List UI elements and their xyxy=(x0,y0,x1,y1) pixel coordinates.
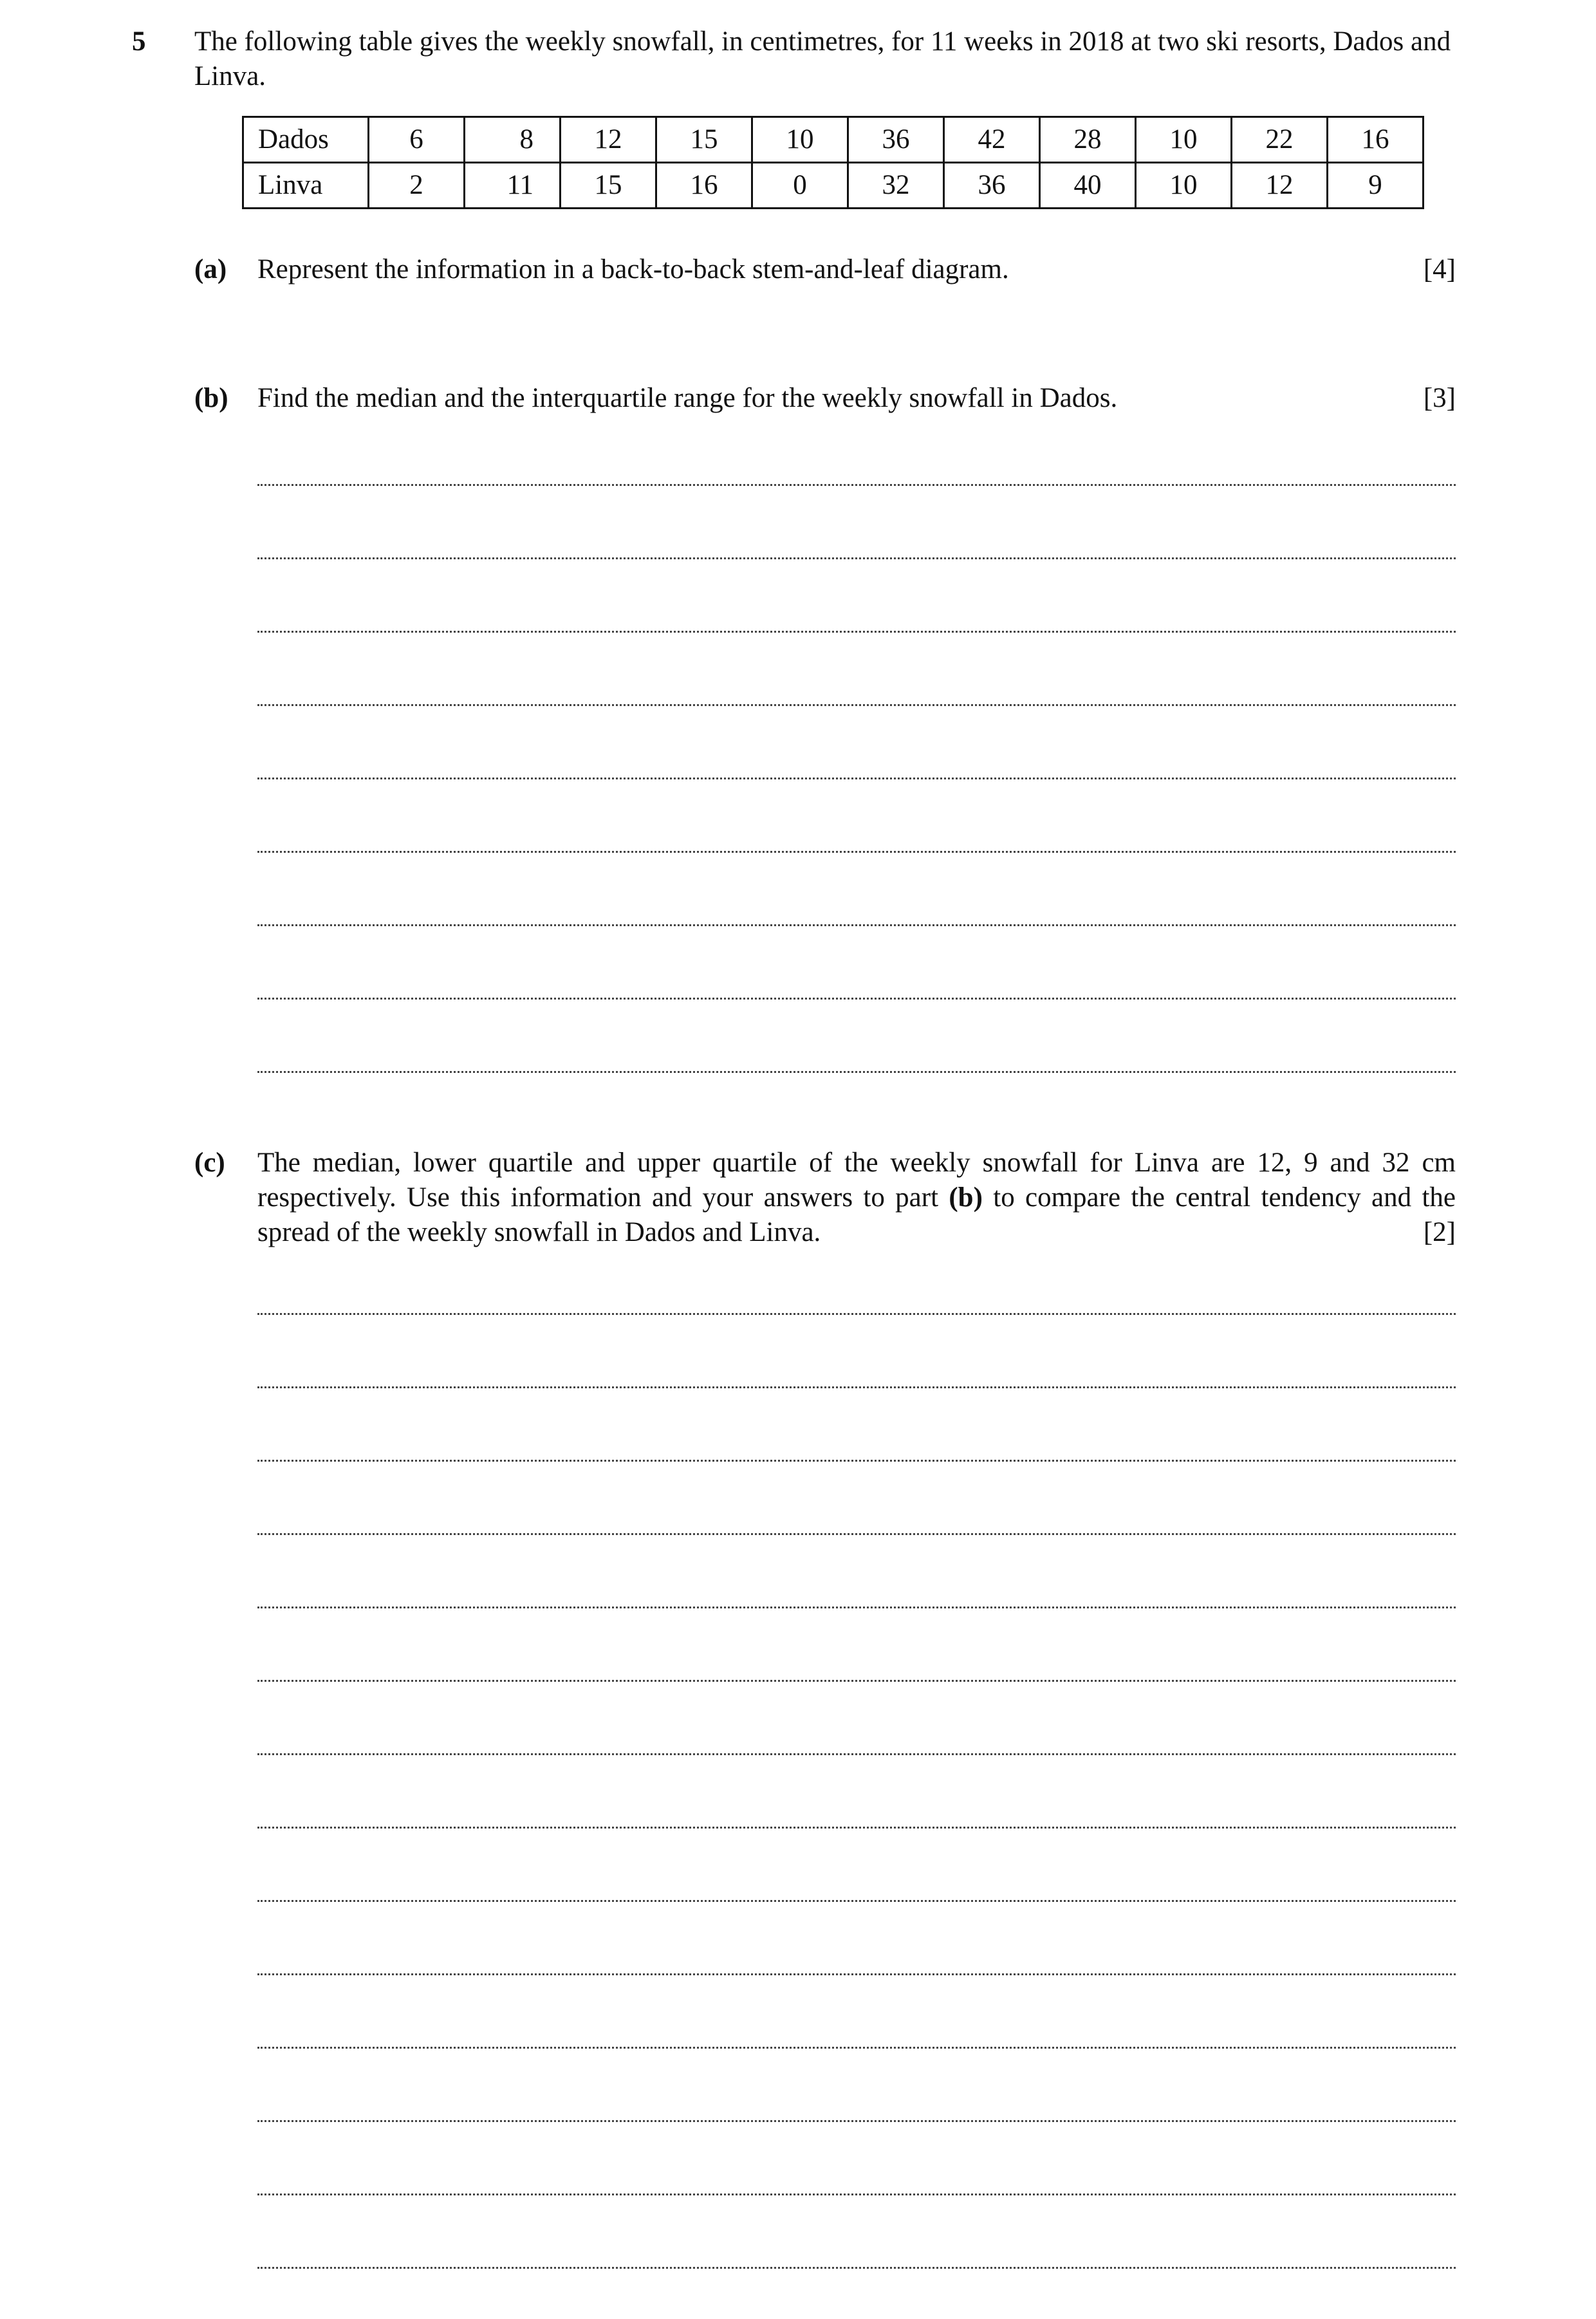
answer-line-b8[interactable] xyxy=(257,998,1456,1000)
part-c-marks: [2] xyxy=(1423,1217,1456,1247)
answer-line-b1[interactable] xyxy=(257,484,1456,486)
table-cell: 9 xyxy=(1328,163,1424,209)
table-cell: 12 xyxy=(561,117,656,163)
answer-line-c6[interactable] xyxy=(257,1680,1456,1682)
table-cell: 16 xyxy=(656,163,752,209)
table-row xyxy=(243,117,1424,163)
table-cell: 36 xyxy=(944,163,1040,209)
answer-line-b2[interactable] xyxy=(257,557,1456,559)
table-cell: 28 xyxy=(1040,117,1136,163)
answer-line-b9[interactable] xyxy=(257,1071,1456,1073)
answer-line-b7[interactable] xyxy=(257,924,1456,926)
answer-line-c11[interactable] xyxy=(257,2047,1456,2049)
table-cell: 8 xyxy=(465,117,561,163)
part-c-label: (c) xyxy=(194,1148,225,1178)
table-cell: 2 xyxy=(369,163,465,209)
part-c-text-1: The median, lower quartile and upper quartile of the weekly snowfall for Linva are 12, 9 and 32 cm respectively. Use this information and your answers to part xyxy=(257,1148,1456,1213)
answer-line-b5[interactable] xyxy=(257,778,1456,779)
answer-line-c9[interactable] xyxy=(257,1900,1456,1902)
table-row xyxy=(243,163,1424,209)
answer-line-c13[interactable] xyxy=(257,2193,1456,2195)
table-cell: 6 xyxy=(369,117,465,163)
part-b-label: (b) xyxy=(194,383,228,413)
part-b-marks: [3] xyxy=(1423,383,1456,413)
answer-line-c8[interactable] xyxy=(257,1827,1456,1829)
table-cell: 10 xyxy=(1136,163,1232,209)
row-label: Linva xyxy=(243,163,369,209)
part-c-text-bold: (b) xyxy=(949,1182,983,1213)
table-cell: 15 xyxy=(561,163,656,209)
answer-line-c1[interactable] xyxy=(257,1313,1456,1315)
answer-line-c14[interactable] xyxy=(257,2267,1456,2269)
answer-line-c5[interactable] xyxy=(257,1607,1456,1608)
table-cell: 0 xyxy=(752,163,848,209)
answer-line-c3[interactable] xyxy=(257,1460,1456,1462)
answer-line-c12[interactable] xyxy=(257,2120,1456,2122)
question-number: 5 xyxy=(132,26,146,57)
table-cell: 10 xyxy=(752,117,848,163)
part-a-marks: [4] xyxy=(1423,254,1456,284)
part-a-text: Represent the information in a back-to-back stem-and-leaf diagram. xyxy=(257,254,1009,284)
table-cell: 40 xyxy=(1040,163,1136,209)
answer-line-b6[interactable] xyxy=(257,851,1456,853)
table-cell: 42 xyxy=(944,117,1040,163)
part-c-text-2: to compare the central tendency and the spread of the weekly snowfall in Dados and Linva. xyxy=(257,1182,1456,1247)
question-intro: The following table gives the weekly snowfall, in centimetres, for 11 weeks in 2018 at two ski resorts, Dados and Linva. xyxy=(194,26,1451,91)
table-cell: 15 xyxy=(656,117,752,163)
answer-line-c7[interactable] xyxy=(257,1753,1456,1755)
table-cell: 10 xyxy=(1136,117,1232,163)
part-c-text xyxy=(257,1146,1456,1250)
row-label: Dados xyxy=(243,117,369,163)
snowfall-table xyxy=(242,116,1424,209)
part-b-text: Find the median and the interquartile range for the weekly snowfall in Dados. xyxy=(257,383,1118,413)
answer-line-b4[interactable] xyxy=(257,704,1456,706)
table-cell: 12 xyxy=(1232,163,1328,209)
answer-line-c10[interactable] xyxy=(257,1973,1456,1975)
answer-line-c4[interactable] xyxy=(257,1533,1456,1535)
table-cell: 22 xyxy=(1232,117,1328,163)
part-a-label: (a) xyxy=(194,254,227,284)
table-cell: 16 xyxy=(1328,117,1424,163)
table-cell: 11 xyxy=(465,163,561,209)
table-cell: 32 xyxy=(848,163,944,209)
answer-line-c2[interactable] xyxy=(257,1386,1456,1388)
answer-line-b3[interactable] xyxy=(257,631,1456,633)
table-cell: 36 xyxy=(848,117,944,163)
